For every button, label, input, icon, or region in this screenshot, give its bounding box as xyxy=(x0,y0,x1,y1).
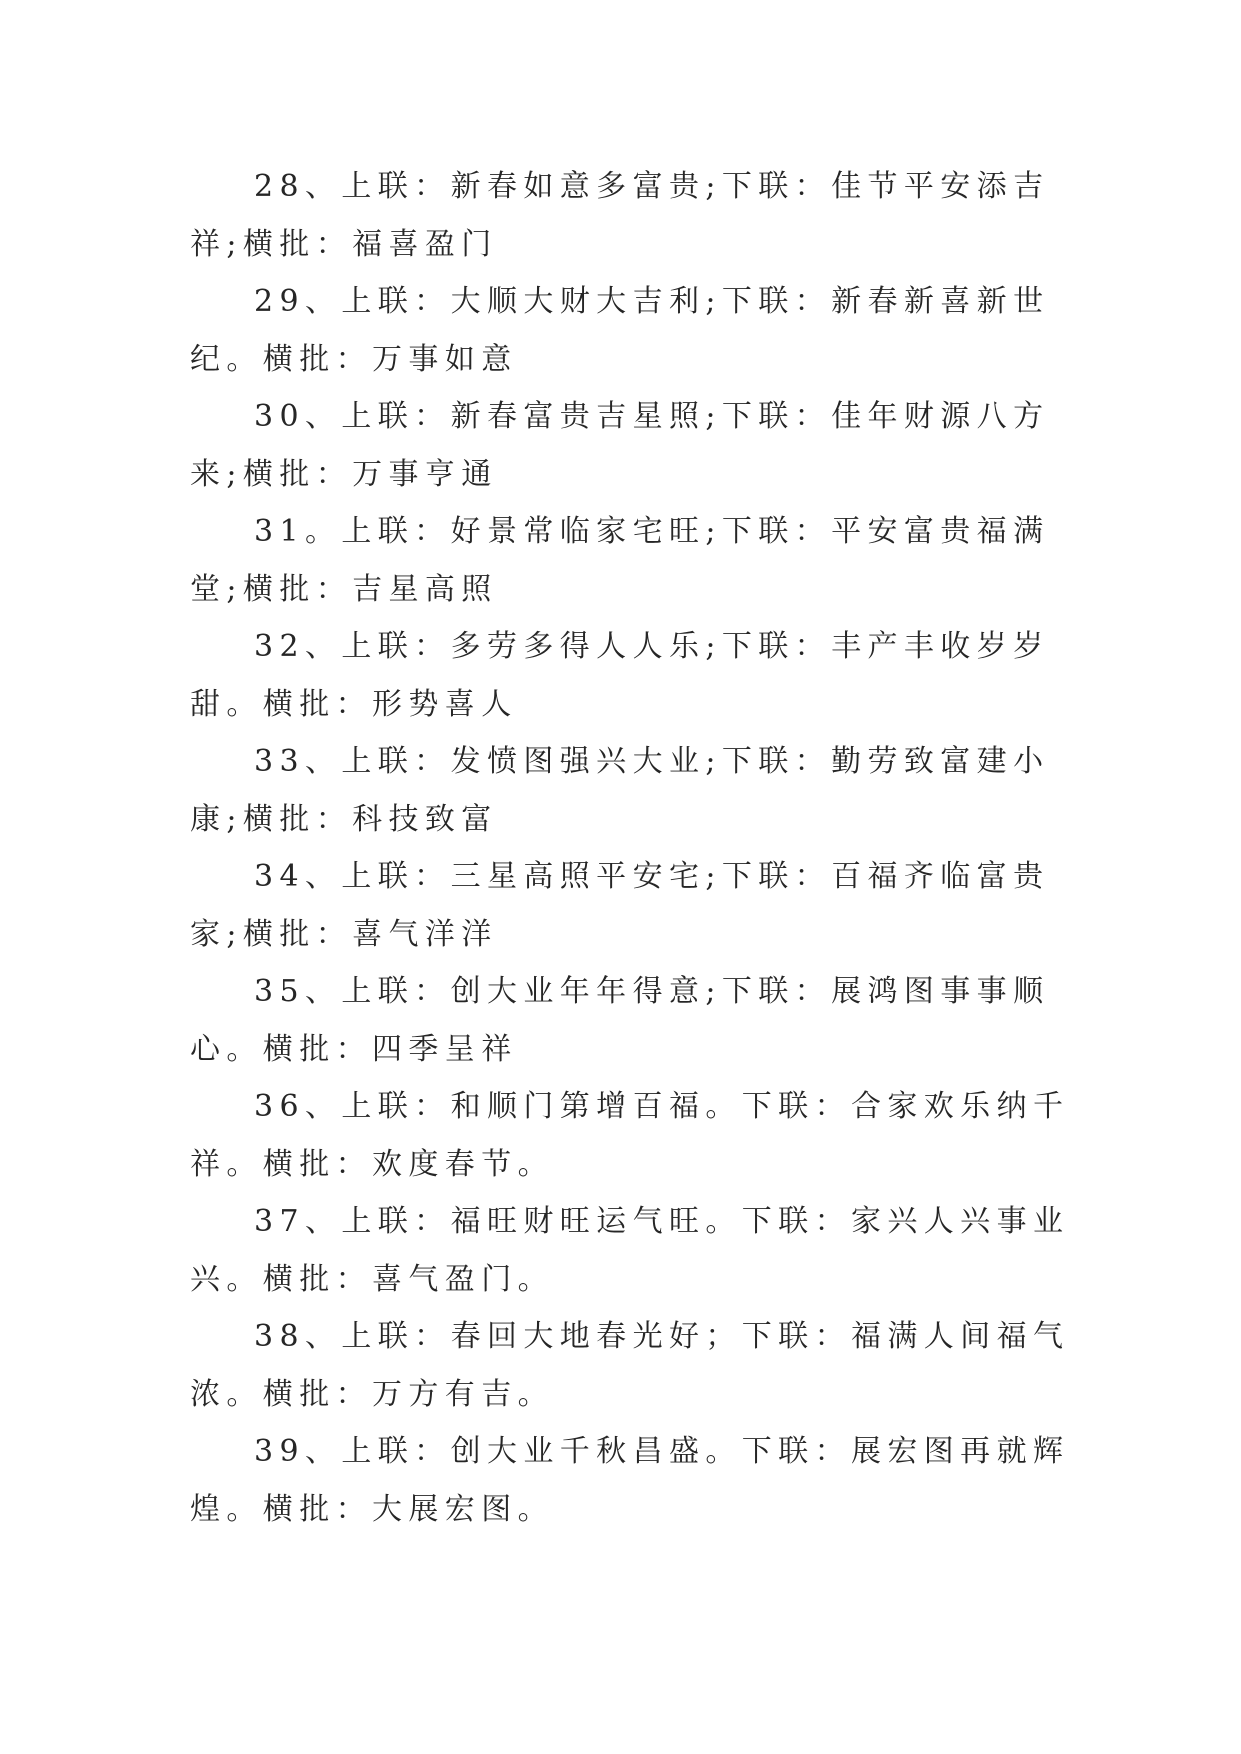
couplet-entry-30: 30、上联：新春富贵吉星照;下联：佳年财源八方来;横批：万事亨通 xyxy=(190,399,1050,492)
couplet-entry-36: 36、上联：和顺门第增百福。下联：合家欢乐纳千祥。横批：欢度春节。 xyxy=(190,1089,1070,1182)
couplet-entry-32: 32、上联：多劳多得人人乐;下联：丰产丰收岁岁甜。横批：形势喜人 xyxy=(190,629,1050,722)
couplet-entry-38: 38、上联：春回大地春光好；下联：福满人间福气浓。横批：万方有吉。 xyxy=(190,1319,1070,1412)
couplet-list xyxy=(190,158,1070,1538)
couplet-entry-28: 28、上联：新春如意多富贵;下联：佳节平安添吉祥;横批：福喜盈门 xyxy=(190,169,1050,262)
couplet-entry-39: 39、上联：创大业千秋昌盛。下联：展宏图再就辉煌。横批：大展宏图。 xyxy=(190,1434,1070,1527)
couplet-entry-34: 34、上联：三星高照平安宅;下联：百福齐临富贵家;横批：喜气洋洋 xyxy=(190,859,1050,952)
couplet-entry-31: 31。上联：好景常临家宅旺;下联：平安富贵福满堂;横批：吉星高照 xyxy=(190,514,1050,607)
couplet-entry-33: 33、上联：发愤图强兴大业;下联：勤劳致富建小康;横批：科技致富 xyxy=(190,744,1050,837)
couplet-entry-37: 37、上联：福旺财旺运气旺。下联：家兴人兴事业兴。横批：喜气盈门。 xyxy=(190,1204,1070,1297)
couplet-entry-35: 35、上联：创大业年年得意;下联：展鸿图事事顺心。横批：四季呈祥 xyxy=(190,974,1050,1067)
couplet-entry-29: 29、上联：大顺大财大吉利;下联：新春新喜新世纪。横批：万事如意 xyxy=(190,284,1050,377)
